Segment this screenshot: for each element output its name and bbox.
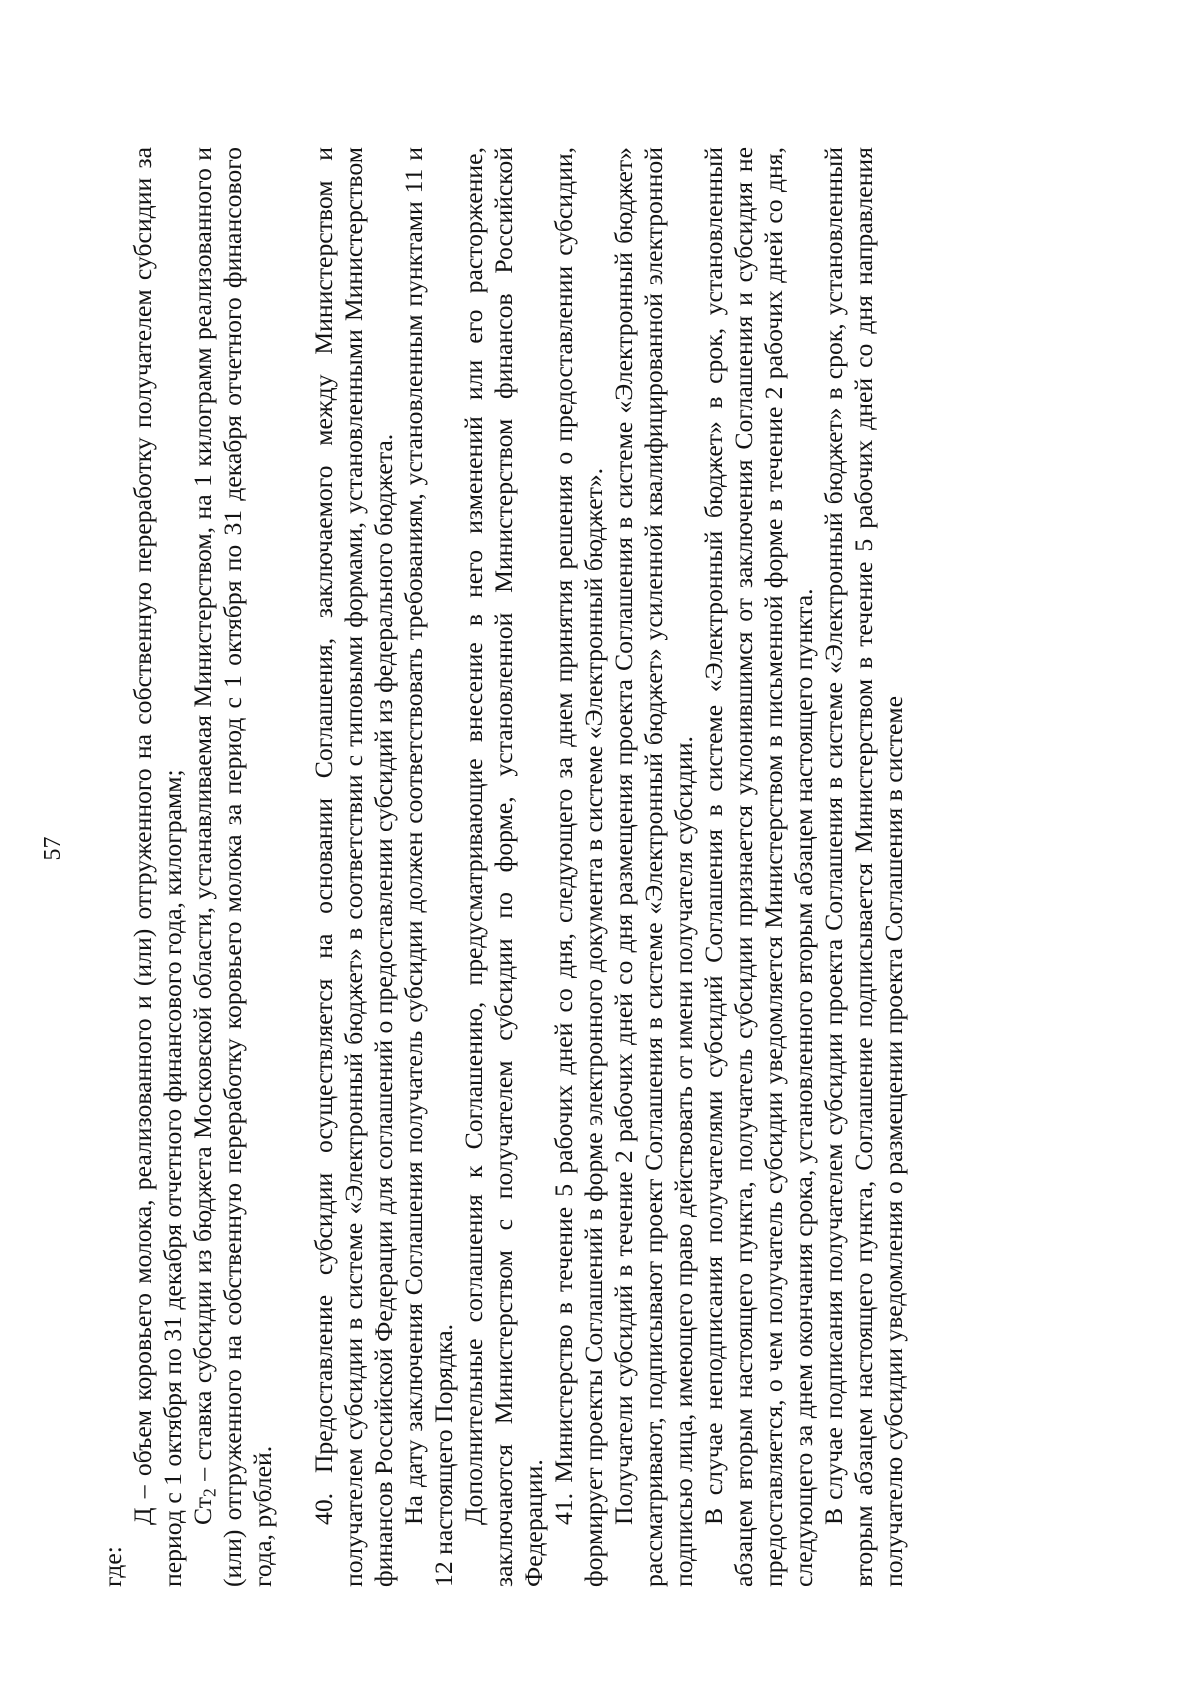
paragraph-signing: В случае подписания получателем субсидии проекта Соглашения в системе «Электронный бюджет» в срок, установленный вторым абзацем настоящего пункта, Соглашение подписывается Министерством в течение 5 рабочих дней со дня направления получателю субсидии уведомления о размещении проекта Соглашения в системе (819, 147, 908, 1587)
paragraph-non-signing: В случае неподписания получателями субсидий Соглашения в системе «Электронный бюджет» в срок, установленный абзацем вторым настоящего пункта, получатель субсидии признается уклонившимся от заключения Соглашения и субсидия не предоставляется, о чем получатель субсидии уведомляется Министерством в письменной форме в течение 2 рабочих дней со дня, следующего за днем окончания срока, установленного вторым абзацем настоящего пункта. (699, 147, 818, 1587)
document-body (98, 147, 909, 1587)
paragraph-40: 40. Предоставление субсидии осуществляется на основании Соглашения, заключаемого между Министерством и получателем субсидии в системе «Электронный бюджет» в соответствии с типовыми формами, установленными Министерством финансов Российской Федерации для соглашений о предоставлении субсидий из федерального бюджета. (309, 147, 398, 1587)
where-label: где: (98, 1546, 127, 1587)
paragraph-agreement-date: На дату заключения Соглашения получатель субсидии должен соответствовать требованиям, установленным пунктами 11 и 12 настоящего Порядка. (399, 147, 458, 1587)
paragraph-recipients-signing: Получатели субсидий в течение 2 рабочих дней со дня размещения проекта Соглашения в системе «Электронный бюджет» рассматривают, подписывают проект Соглашения в системе «Электронный бюджет» усиленной квалифицированной электронной подписью лица, имеющего право действовать от имени получателя субсидии. (609, 147, 698, 1587)
paragraph-41: 41. Министерство в течение 5 рабочих дней со дня, следующего за днем принятия решения о предоставлении субсидии, формирует проекты Соглашений в форме электронного документа в системе «Электронный бюджет». (549, 147, 608, 1587)
st2-subscript: 2 (199, 1488, 220, 1497)
paragraph-additional-agreements: Дополнительные соглашения к Соглашению, предусматривающие внесение в него изменений или его расторжение, заключаются Министерством с получателем субсидии по форме, установленной Министерством финансов Российской Федерации. (459, 147, 548, 1587)
definition-st2 (188, 147, 278, 1587)
definition-d: Д – объем коровьего молока, реализованного и (или) отгруженного на собственную переработку получателем субсидии за период с 1 октября по 31 декабря отчетного финансового года, килограмм; (128, 147, 187, 1587)
st2-symbol: Ст (188, 1496, 217, 1525)
st2-description: – ставка субсидии из бюджета Московской области, устанавливаемая Министерством, на 1 килограмм реализованного и (или) отгруженного на собственную переработку коровьего молока за период с 1 октября по 31 декабря отчетного финансового года, рублей. (188, 147, 277, 1587)
page-number: 57 (40, 836, 66, 861)
